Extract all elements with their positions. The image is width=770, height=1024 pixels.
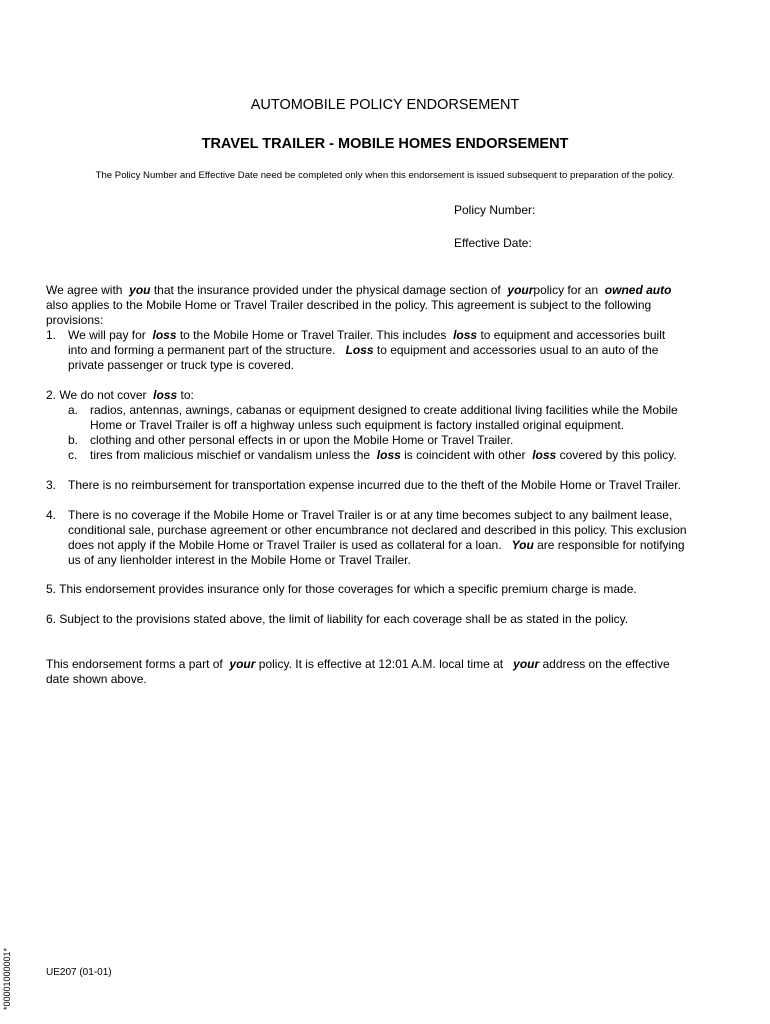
- defined-term-owned-auto: owned auto: [604, 283, 672, 297]
- defined-term-loss: Loss: [345, 343, 374, 357]
- defined-term-loss: loss: [152, 328, 177, 342]
- completion-note: The Policy Number and Effective Date need be completed only when this endorsement is issued subsequent to preparation of the policy.: [95, 170, 675, 181]
- intro-line-3: provisions:: [46, 313, 104, 327]
- provision-2a: a. radios, antennas, awnings, cabanas or equipment designed to create additional living facilities while the Mobile Home or Travel Trailer is off a highway unless such equipment is factory installed original equipment.: [68, 403, 678, 432]
- defined-term-loss: loss: [453, 328, 478, 342]
- effective-date-label: Effective Date:: [454, 236, 532, 250]
- provision-2b: b. clothing and other personal effects in or upon the Mobile Home or Travel Trailer.: [68, 433, 514, 447]
- provision-1: 1. We will pay for loss to the Mobile Home or Travel Trailer. This includes loss to equipment and accessories built into and forming a permanent part of the structure. Loss to equipment and accessories usual to an auto of the private passenger or truck type is covered.: [46, 328, 666, 372]
- barcode-text: *00001000001*: [2, 947, 12, 1010]
- provision-2: 2. We do not cover loss to: a. radios, antennas, awnings, cabanas or equipment designed to create additional living facilities while the Mobile Home or Travel Trailer is off a highway unless such equipment is factory installed original equipment. b. clothing and other personal effects in or upon the Mobile Home or Travel Trailer. c. tires from malicious mischief or vandalism unless the loss is coincident with other loss covered by this policy.: [46, 388, 736, 468]
- provision-number: 1.: [46, 328, 57, 342]
- provision-2c: c. tires from malicious mischief or vandalism unless the loss is coincident with other loss covered by this policy.: [68, 448, 677, 462]
- provision-5: 5. This endorsement provides insurance only for those coverages for which a specific premium charge is made.: [46, 582, 637, 596]
- intro-line-1: We agree with you that the insurance provided under the physical damage section of yourpolicy for an owned auto: [46, 283, 672, 297]
- policy-number-label: Policy Number:: [454, 203, 536, 217]
- defined-term-loss: loss: [532, 448, 557, 462]
- intro-line-2: also applies to the Mobile Home or Travel Trailer described in the policy. This agreement is subject to the following: [46, 298, 652, 312]
- defined-term-your: your: [513, 657, 540, 671]
- defined-term-loss: loss: [376, 448, 401, 462]
- defined-term-you: You: [511, 538, 534, 552]
- document-title: AUTOMOBILE POLICY ENDORSEMENT: [250, 97, 520, 113]
- provision-4: 4. There is no coverage if the Mobile Home or Travel Trailer is or at any time becomes subject to any bailment lease, conditional sale, purchase agreement or other encumbrance not declared and described in this policy. This exclusion does not apply if the Mobile Home or Travel Trailer is used as collateral for a loan. You are responsible for notifying us of any lienholder interest in the Mobile Home or Travel Trailer.: [46, 508, 687, 567]
- closing-paragraph: This endorsement forms a part of your policy. It is effective at 12:01 A.M. local time at your address on the effective date shown above.: [46, 657, 670, 686]
- defined-term-you: you: [129, 283, 151, 297]
- document-subtitle: TRAVEL TRAILER - MOBILE HOMES ENDORSEMENT: [201, 136, 569, 152]
- defined-term-loss: loss: [153, 388, 178, 402]
- defined-term-your: your: [229, 657, 256, 671]
- provision-6: 6. Subject to the provisions stated above, the limit of liability for each coverage shall be as stated in the policy.: [46, 612, 629, 626]
- defined-term-your: your: [507, 283, 534, 297]
- provision-3: 3. There is no reimbursement for transportation expense incurred due to the theft of the Mobile Home or Travel Trailer.: [46, 478, 681, 492]
- intro-paragraph: [46, 283, 736, 328]
- form-code: UE207 (01-01): [46, 967, 112, 978]
